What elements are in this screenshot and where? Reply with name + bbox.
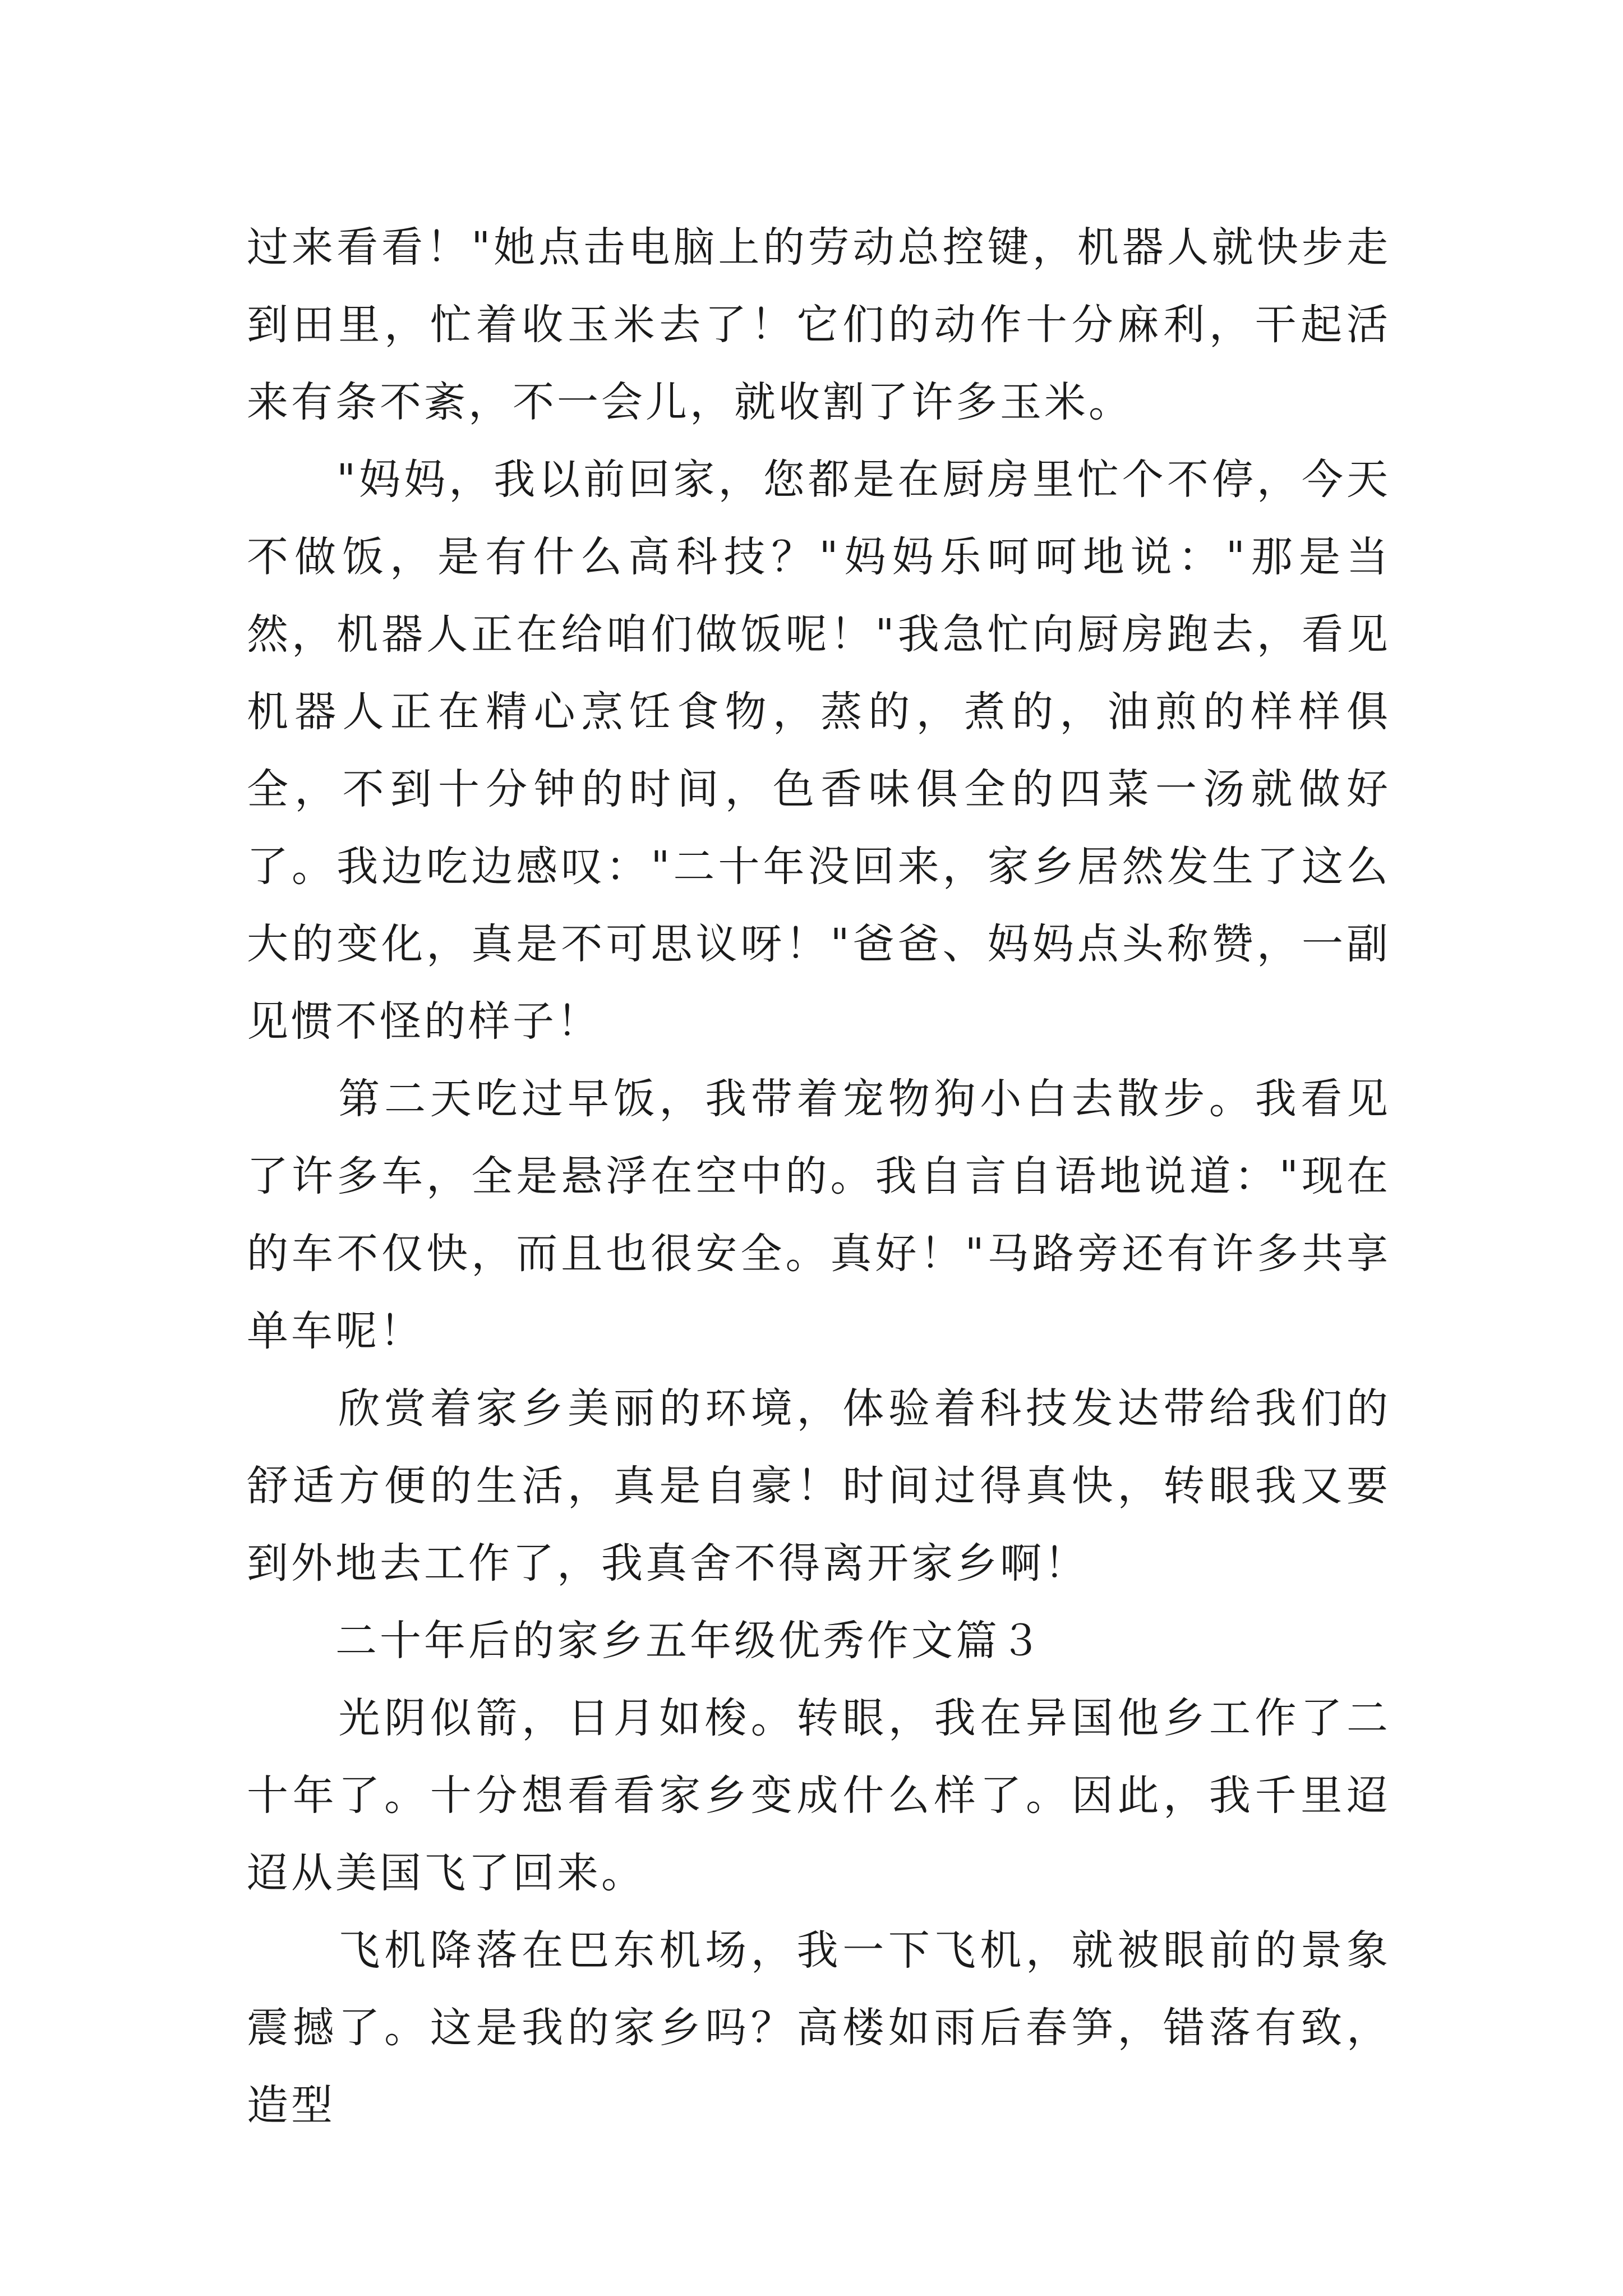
paragraph-3: 第二天吃过早饭，我带着宠物狗小白去散步。我看见了许多车，全是悬浮在空中的。我自言自语地说道："现在的车不仅快，而且也很安全。真好！"马路旁还有许多共享单车呢！: [247, 1075, 1391, 1355]
paragraph-5: 光阴似箭，日月如梭。转眼，我在异国他乡工作了二十年了。十分想看看家乡变成什么样了。因此，我千里迢迢从美国飞了回来。: [247, 1694, 1391, 1897]
paragraph-6: 飞机降落在巴东机场，我一下飞机，就被眼前的景象震撼了。这是我的家乡吗？高楼如雨后春笋，错落有致，造型: [247, 1926, 1391, 2129]
document-body: [247, 209, 1391, 2144]
paragraph-1: 过来看看！"她点击电脑上的劳动总控键，机器人就快步走到田里，忙着收玉米去了！它们的动作十分麻利，干起活来有条不紊，不一会儿，就收割了许多玉米。: [247, 223, 1391, 426]
paragraph-4: 欣赏着家乡美丽的环境，体验着科技发达带给我们的舒适方便的生活，真是自豪！时间过得真快，转眼我又要到外地去工作了，我真舍不得离开家乡啊！: [247, 1384, 1391, 1588]
paragraph-2: "妈妈，我以前回家，您都是在厨房里忙个不停，今天不做饭，是有什么高科技？"妈妈乐呵呵地说："那是当然，机器人正在给咱们做饭呢！"我急忙向厨房跑去，看见机器人正在精心烹饪食物，蒸的，煮的，油煎的样样俱全，不到十分钟的时间，色香味俱全的四菜一汤就做好了。我边吃边感叹："二十年没回来，家乡居然发生了这么大的变化，真是不可思议呀！"爸爸、妈妈点头称赞，一副见惯不怪的样子！: [247, 455, 1391, 1046]
section-heading: 二十年后的家乡五年级优秀作文篇３: [247, 1617, 1044, 1665]
